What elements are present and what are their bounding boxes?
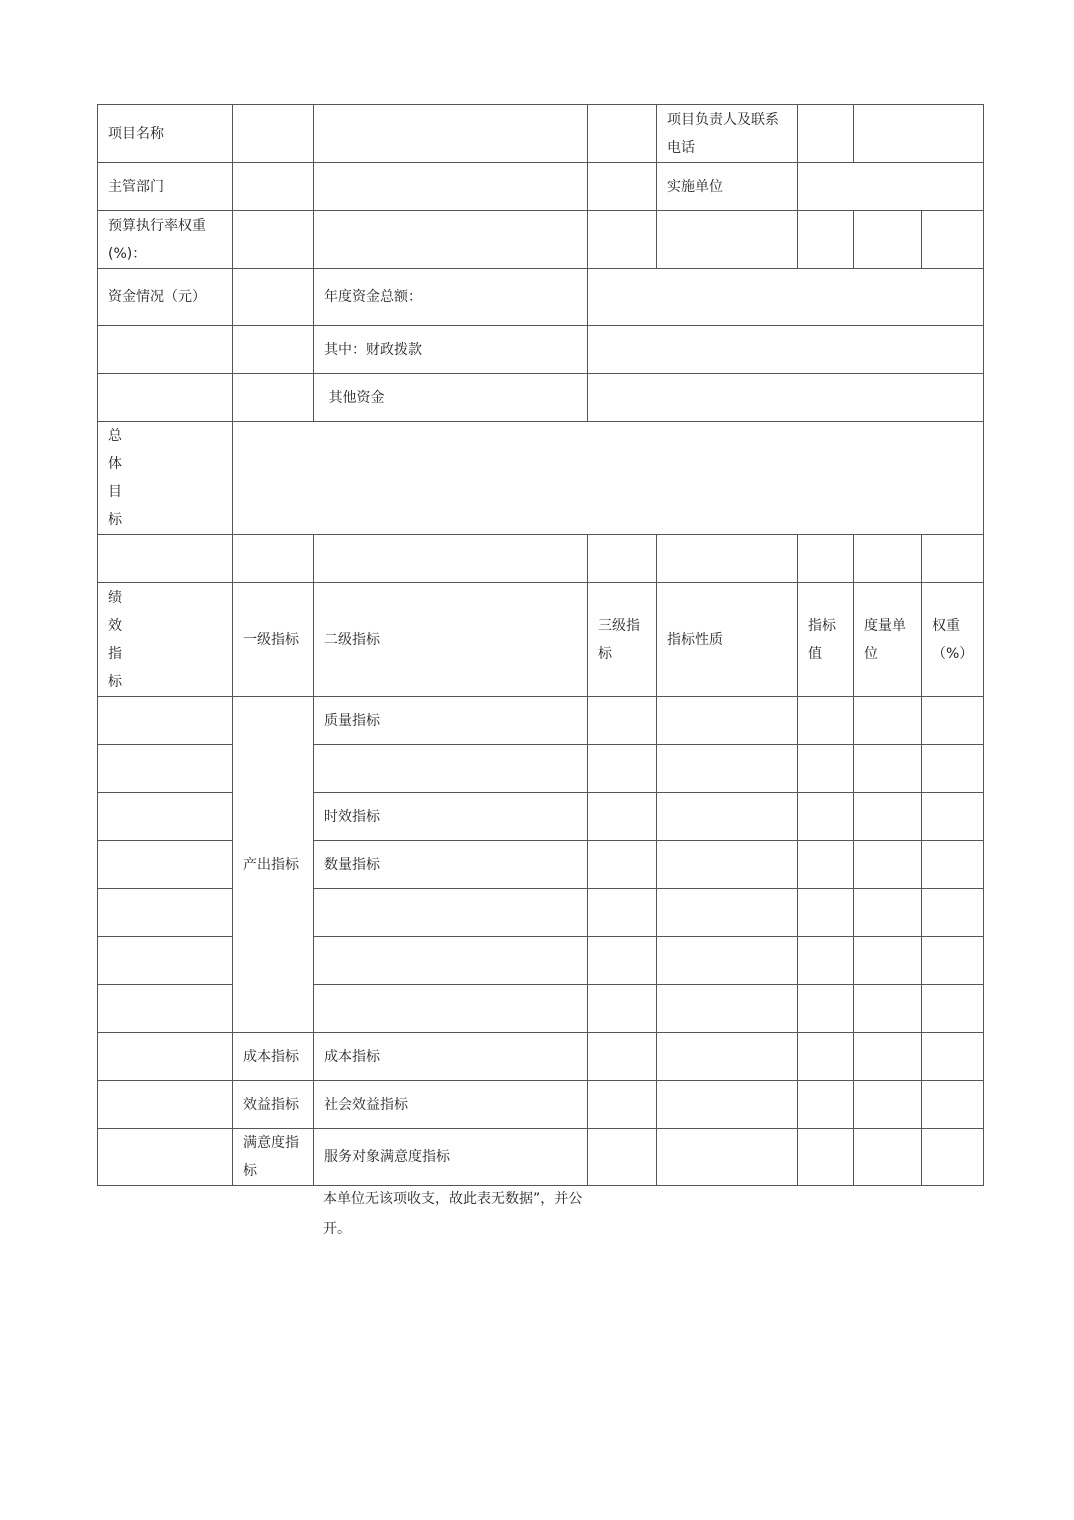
blank-cell (98, 889, 233, 937)
blank-cell (314, 535, 588, 583)
blank-cell (98, 745, 233, 793)
benefit-indicator-l1: 效益指标 (233, 1081, 314, 1129)
value-header: 指标值 (798, 583, 854, 697)
blank-cell (657, 745, 798, 793)
blank-cell (657, 1033, 798, 1081)
row-indicator-header (98, 583, 984, 697)
blank-cell (798, 889, 854, 937)
blank-cell (657, 697, 798, 745)
blank-cell (798, 105, 854, 163)
project-leader-value (854, 105, 984, 163)
blank-cell (657, 889, 798, 937)
funding-label: 资金情况（元） (98, 269, 233, 326)
row-satisfaction (98, 1129, 984, 1186)
blank-cell (657, 937, 798, 985)
blank-cell (922, 745, 984, 793)
overall-goal-char: 目 (108, 484, 122, 500)
level3-header: 三级指标 (588, 583, 657, 697)
blank-cell (314, 211, 588, 269)
performance-char: 指 (108, 645, 122, 662)
benefit-indicator-l2: 社会效益指标 (314, 1081, 588, 1129)
blank-cell (233, 211, 314, 269)
blank-cell (233, 163, 314, 211)
blank-cell (588, 937, 657, 985)
row-other-funds (98, 374, 984, 422)
overall-goal-char: 总 (108, 428, 122, 444)
blank-cell (588, 1033, 657, 1081)
blank-cell (854, 985, 922, 1033)
satisfaction-indicator-l1: 满意度指标 (233, 1129, 314, 1186)
blank-cell (854, 793, 922, 841)
blank-cell (854, 697, 922, 745)
overall-goal-char: 标 (108, 512, 122, 528)
blank-cell (98, 1129, 233, 1186)
blank-cell (314, 985, 588, 1033)
blank-cell (798, 211, 854, 269)
supervising-dept-label: 主管部门 (98, 163, 233, 211)
unit-header: 度量单位 (854, 583, 922, 697)
blank-cell (588, 793, 657, 841)
budget-weight-label: 预算执行率权重(%)： (98, 211, 233, 269)
blank-cell (798, 937, 854, 985)
blank-cell (798, 841, 854, 889)
annual-total-value (588, 269, 984, 326)
blank-cell (314, 889, 588, 937)
blank-cell (314, 745, 588, 793)
quantity-indicator-label: 数量指标 (314, 841, 588, 889)
blank-cell (922, 535, 984, 583)
quality-indicator-label: 质量指标 (314, 697, 588, 745)
blank-cell (922, 697, 984, 745)
row-timeliness (98, 793, 984, 841)
blank-cell (922, 937, 984, 985)
blank-cell (657, 535, 798, 583)
output-indicator-label: 产出指标 (233, 697, 314, 1033)
blank-cell (657, 793, 798, 841)
blank-cell (588, 697, 657, 745)
blank-cell (98, 1081, 233, 1129)
row-fiscal-allocation (98, 326, 984, 374)
performance-goal-table (97, 104, 984, 1186)
blank-cell (657, 1129, 798, 1186)
blank-cell (922, 1129, 984, 1186)
blank-cell (798, 697, 854, 745)
blank-cell (98, 937, 233, 985)
blank-cell (98, 793, 233, 841)
blank-cell (588, 985, 657, 1033)
row-cost (98, 1033, 984, 1081)
blank-cell (98, 535, 233, 583)
blank-cell (922, 889, 984, 937)
blank-cell (657, 985, 798, 1033)
blank-cell (588, 163, 657, 211)
blank-cell (588, 889, 657, 937)
row-benefit (98, 1081, 984, 1129)
row-quality (98, 697, 984, 745)
level2-header: 二级指标 (314, 583, 588, 697)
performance-char: 标 (108, 673, 122, 690)
overall-goal-char: 体 (108, 456, 122, 472)
blank-cell (657, 211, 798, 269)
blank-cell (922, 841, 984, 889)
blank-cell (233, 326, 314, 374)
blank-cell (854, 937, 922, 985)
row-overall-goal (98, 422, 984, 535)
blank-cell (854, 535, 922, 583)
blank-cell (798, 985, 854, 1033)
blank-cell (922, 1033, 984, 1081)
blank-cell (854, 841, 922, 889)
blank-cell (854, 211, 922, 269)
timeliness-indicator-label: 时效指标 (314, 793, 588, 841)
blank-cell (922, 1081, 984, 1129)
row-budget-weight (98, 211, 984, 269)
row-departments (98, 163, 984, 211)
performance-char: 效 (108, 617, 122, 634)
blank-cell (588, 841, 657, 889)
blank-cell (798, 1129, 854, 1186)
overall-goal-value (233, 422, 984, 535)
project-leader-label: 项目负责人及联系电话 (657, 105, 798, 163)
fiscal-allocation-value (588, 326, 984, 374)
annual-total-label: 年度资金总额： (314, 269, 588, 326)
blank-cell (922, 793, 984, 841)
blank-cell (98, 985, 233, 1033)
blank-cell (98, 1033, 233, 1081)
blank-cell (588, 1081, 657, 1129)
blank-cell (588, 105, 657, 163)
nature-header: 指标性质 (657, 583, 798, 697)
performance-char: 绩 (108, 589, 122, 606)
blank-cell (588, 745, 657, 793)
blank-cell (314, 937, 588, 985)
blank-cell (233, 535, 314, 583)
cost-indicator-l2: 成本指标 (314, 1033, 588, 1081)
project-name-label: 项目名称 (98, 105, 233, 163)
overall-goal-label (98, 422, 233, 535)
cost-indicator-l1: 成本指标 (233, 1033, 314, 1081)
row-output-blank (98, 985, 984, 1033)
row-project-name (98, 105, 984, 163)
satisfaction-indicator-l2: 服务对象满意度指标 (314, 1129, 588, 1186)
row-output-blank (98, 745, 984, 793)
blank-cell (854, 1129, 922, 1186)
blank-cell (798, 1033, 854, 1081)
level1-header: 一级指标 (233, 583, 314, 697)
blank-cell (798, 535, 854, 583)
performance-indicator-label (98, 583, 233, 697)
other-funds-label: 其他资金 (314, 374, 588, 422)
fiscal-allocation-label: 其中：财政拨款 (314, 326, 588, 374)
blank-cell (854, 745, 922, 793)
row-output-blank (98, 889, 984, 937)
blank-cell (657, 841, 798, 889)
blank-cell (588, 1129, 657, 1186)
blank-cell (657, 1081, 798, 1129)
blank-cell (98, 326, 233, 374)
row-funding (98, 269, 984, 326)
weight-header: 权重（%） (922, 583, 984, 697)
blank-cell (798, 793, 854, 841)
project-name-value (233, 105, 314, 163)
blank-cell (98, 841, 233, 889)
no-data-note: 本单位无该项收支，故此表无数据”，并公开。 (323, 1191, 583, 1237)
blank-cell (98, 697, 233, 745)
row-output-blank (98, 937, 984, 985)
implementing-unit-value (798, 163, 984, 211)
blank-cell (854, 889, 922, 937)
blank-cell (922, 985, 984, 1033)
blank-cell (588, 211, 657, 269)
implementing-unit-label: 实施单位 (657, 163, 798, 211)
row-blank (98, 535, 984, 583)
blank-cell (922, 211, 984, 269)
blank-cell (854, 1033, 922, 1081)
blank-cell (798, 1081, 854, 1129)
blank-cell (314, 105, 588, 163)
blank-cell (233, 269, 314, 326)
row-quantity (98, 841, 984, 889)
blank-cell (798, 745, 854, 793)
blank-cell (233, 374, 314, 422)
blank-cell (854, 1081, 922, 1129)
other-funds-value (588, 374, 984, 422)
blank-cell (98, 374, 233, 422)
blank-cell (588, 535, 657, 583)
blank-cell (314, 163, 588, 211)
